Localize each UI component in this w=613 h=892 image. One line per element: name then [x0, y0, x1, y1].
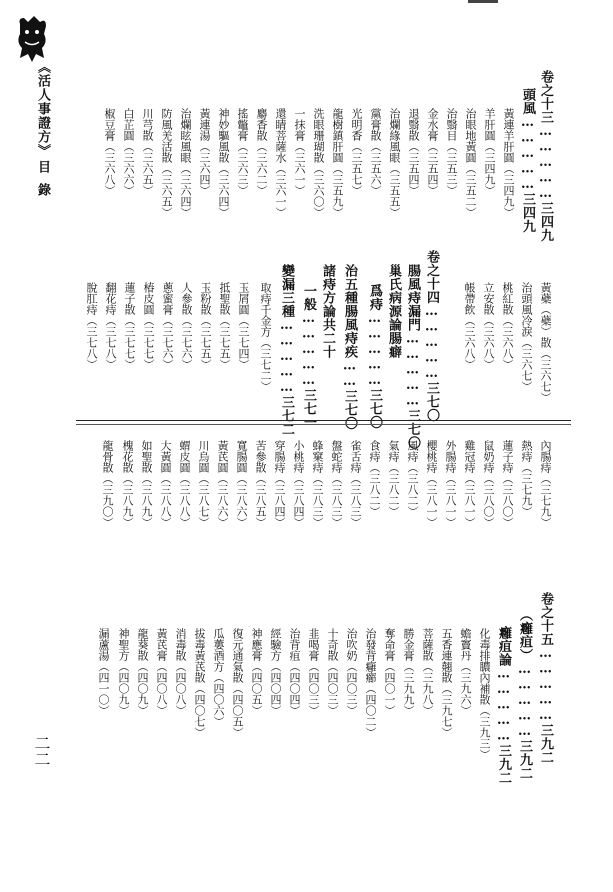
toc-entry: 小桃痔（三八四） — [292, 440, 305, 528]
section-wuzhong: 治五種腸風痔疾……三七〇 — [342, 264, 357, 430]
toc-entry: 治翳目（三五三） — [445, 108, 458, 196]
chapter-13-heading: 卷之十三……………三四九 — [538, 70, 553, 242]
toc-entry: 麝香散（三六二） — [255, 108, 268, 196]
toc-entry: 還睛菩薩水（三六一） — [274, 108, 287, 218]
toc-entry: 玉粉散（三七五） — [199, 282, 212, 370]
toc-entry: 蓮子痔（三八〇） — [501, 440, 514, 528]
toc-entry: 一抹膏（三六一） — [293, 108, 306, 196]
toc-entry: 龍葵散（四〇九） — [136, 628, 149, 716]
toc-entry: 五香連翹散（三九七） — [440, 628, 453, 738]
toc-entry: 治眼地黃圓（三五二） — [464, 108, 477, 218]
toc-entry: 蔥蜜膏（三七六） — [161, 282, 174, 370]
toc-entry: 翻花痔（三七八） — [104, 282, 117, 370]
section-yiban: 一般……………三七一 — [301, 284, 316, 429]
toc-entry: 椒豆膏（三六八） — [103, 108, 116, 196]
contents-label: 目錄 — [35, 160, 50, 206]
toc-entry: 蝟皮圓（三八八） — [178, 440, 191, 528]
toc-entry: 治發背癰癤（四〇二） — [364, 628, 377, 738]
toc-entry: 十奇散（四〇三） — [326, 628, 339, 716]
toc-entry: 神聖方（四〇九） — [117, 628, 130, 716]
toc-entry: 玉屑圓（三七四） — [237, 282, 250, 370]
toc-entry: 帳帶飲（三六八） — [463, 282, 476, 370]
toc-entry: 黃連羊肝圓（三四九） — [502, 108, 515, 218]
toc-entry: 黃芪膏（四〇八） — [155, 628, 168, 716]
chapter-15-heading: 卷之十五……………三九二 — [538, 592, 553, 764]
toc-entry: 雞冠痔（三八一） — [463, 440, 476, 528]
toc-entry: 大黃圓（三八八） — [159, 440, 172, 528]
toc-entry: 化毒排膿內補散（三九三） — [478, 628, 491, 760]
toc-entry: 椿皮圓（三七七） — [142, 282, 155, 370]
toc-entry: 羊肝圓（三四九） — [483, 108, 496, 196]
toc-entry: 金水膏（三五四） — [426, 108, 439, 196]
toc-entry: 蜂窠痔（三八三） — [311, 440, 324, 528]
chapter-14-heading: 卷之十四……………三七〇 — [424, 250, 439, 422]
section-zhuzhi: 諸痔方論共二十 — [320, 264, 335, 359]
toc-entry: 韭喝膏（四〇三） — [307, 628, 320, 716]
publisher-seal-icon — [14, 14, 50, 64]
toc-entry: 洗眼珊瑚散（三六〇） — [312, 108, 325, 218]
toc-entry: 穿腸痔（三八四） — [273, 440, 286, 528]
toc-entry: 槐花散（三八九） — [121, 440, 134, 528]
section-divider — [76, 420, 571, 421]
toc-entry: 內腸痔（三七九） — [539, 440, 552, 528]
book-title-spine: 《活人事證方》 — [35, 60, 50, 158]
toc-entry: 食痔（三八二） — [368, 440, 381, 517]
toc-entry: 退翳散（三五四） — [407, 108, 420, 196]
toc-entry: 消毒散（四〇八） — [174, 628, 187, 716]
toc-entry: 經驗方（四〇四） — [269, 628, 282, 716]
toc-entry: 蟾竇丹（三九六） — [459, 628, 472, 716]
toc-entry: 防風羌活散（三六五） — [160, 108, 173, 218]
toc-entry: 人參散（三七六） — [180, 282, 193, 370]
toc-entry: 苦參散（三八五） — [254, 440, 267, 528]
toc-entry: 熱痔（三七九） — [520, 440, 533, 517]
toc-entry: 川芎散（三六五） — [141, 108, 154, 196]
toc-entry: 風痔（三八二） — [406, 440, 419, 517]
toc-entry: 治吹奶（四〇三） — [345, 628, 358, 716]
toc-entry: 拔毒黃芪散（四〇七） — [193, 628, 206, 738]
toc-entry: 氣痔（三八二） — [387, 440, 400, 517]
toc-entry: 神妙驅風散（三六四） — [217, 108, 230, 218]
section-divider-thin — [76, 424, 571, 425]
toc-entry: 漏蘆湯（四一〇） — [97, 628, 110, 716]
toc-entry: 蓮子散（三七七） — [123, 282, 136, 370]
section-weizhi: 爲痔……………三七〇 — [367, 284, 382, 429]
toc-entry: 取痔千金方（三七二） — [259, 282, 272, 392]
toc-entry: 搖鼈膏（三六三） — [236, 108, 249, 196]
toc-entry: 鼠奶痔（三八〇） — [482, 440, 495, 528]
toc-entry: 脫肛痔（三七八） — [85, 282, 98, 370]
toc-entry: 奪命膏（四〇一） — [383, 628, 396, 716]
section-yongju: （癰疽）……………三九二 — [517, 608, 532, 780]
section-chaoshi: 巢氏病源論腸癖 — [386, 264, 401, 359]
toc-entry: 雀舌痔（三八三） — [349, 440, 362, 528]
toc-entry: 黨膏散（三五六） — [369, 108, 382, 196]
toc-entry: 神應膏（四〇五） — [250, 628, 263, 716]
toc-entry: 治爛緣風眼（三五五） — [388, 108, 401, 218]
toc-entry: 龍骨散（三九〇） — [101, 440, 114, 528]
toc-entry: 櫻桃痔（三八一） — [425, 440, 438, 528]
toc-entry: 白芷圓（三六六） — [122, 108, 135, 196]
toc-entry: 勝金膏（三九九） — [402, 628, 415, 716]
toc-entry: 治背疽（四〇四） — [288, 628, 301, 716]
toc-entry: 外腸痔（三八一） — [444, 440, 457, 528]
section-toufeng: 頭風……………三四九 — [520, 88, 535, 233]
toc-entry: 黃芪圓（三八六） — [216, 440, 229, 528]
toc-entry: 龍樹鎮肝圓（三五九） — [331, 108, 344, 218]
toc-entry: 盤蛇痔（三八三） — [330, 440, 343, 528]
section-changfeng: 腸風痔漏門……………三七〇 — [405, 264, 420, 450]
page-edge-mark — [468, 0, 498, 4]
toc-entry: 復元通氣散（四〇五） — [231, 628, 244, 738]
toc-entry: 如聖散（三八九） — [140, 440, 153, 528]
page-number: 二二 — [32, 735, 51, 767]
toc-entry: 菩薩散（三九八） — [421, 628, 434, 716]
section-bianlou: 變漏三種……………三七二 — [279, 264, 294, 436]
toc-entry: 寬腸圓（三八六） — [235, 440, 248, 528]
toc-entry: 黃連湯（三六四） — [198, 108, 211, 196]
toc-entry: 立安散（三六八） — [482, 282, 495, 370]
toc-entry: 川烏圓（三八七） — [197, 440, 210, 528]
toc-entry: 黃蘗（蘗）散（三六七） — [539, 282, 552, 403]
toc-entry: 瓜蔞酒方（四〇六） — [212, 628, 225, 727]
toc-entry: 治頭風冷淚（三六七） — [520, 282, 533, 392]
toc-entry: 桃紅散（三六八） — [501, 282, 514, 370]
section-yongju-lun: 癰疽論……………三九二 — [496, 626, 511, 785]
toc-entry: 治爛眩風眼（三六四） — [179, 108, 192, 218]
toc-entry: 光明香（三五七） — [350, 108, 363, 196]
toc-entry: 抵聖散（三七五） — [218, 282, 231, 370]
